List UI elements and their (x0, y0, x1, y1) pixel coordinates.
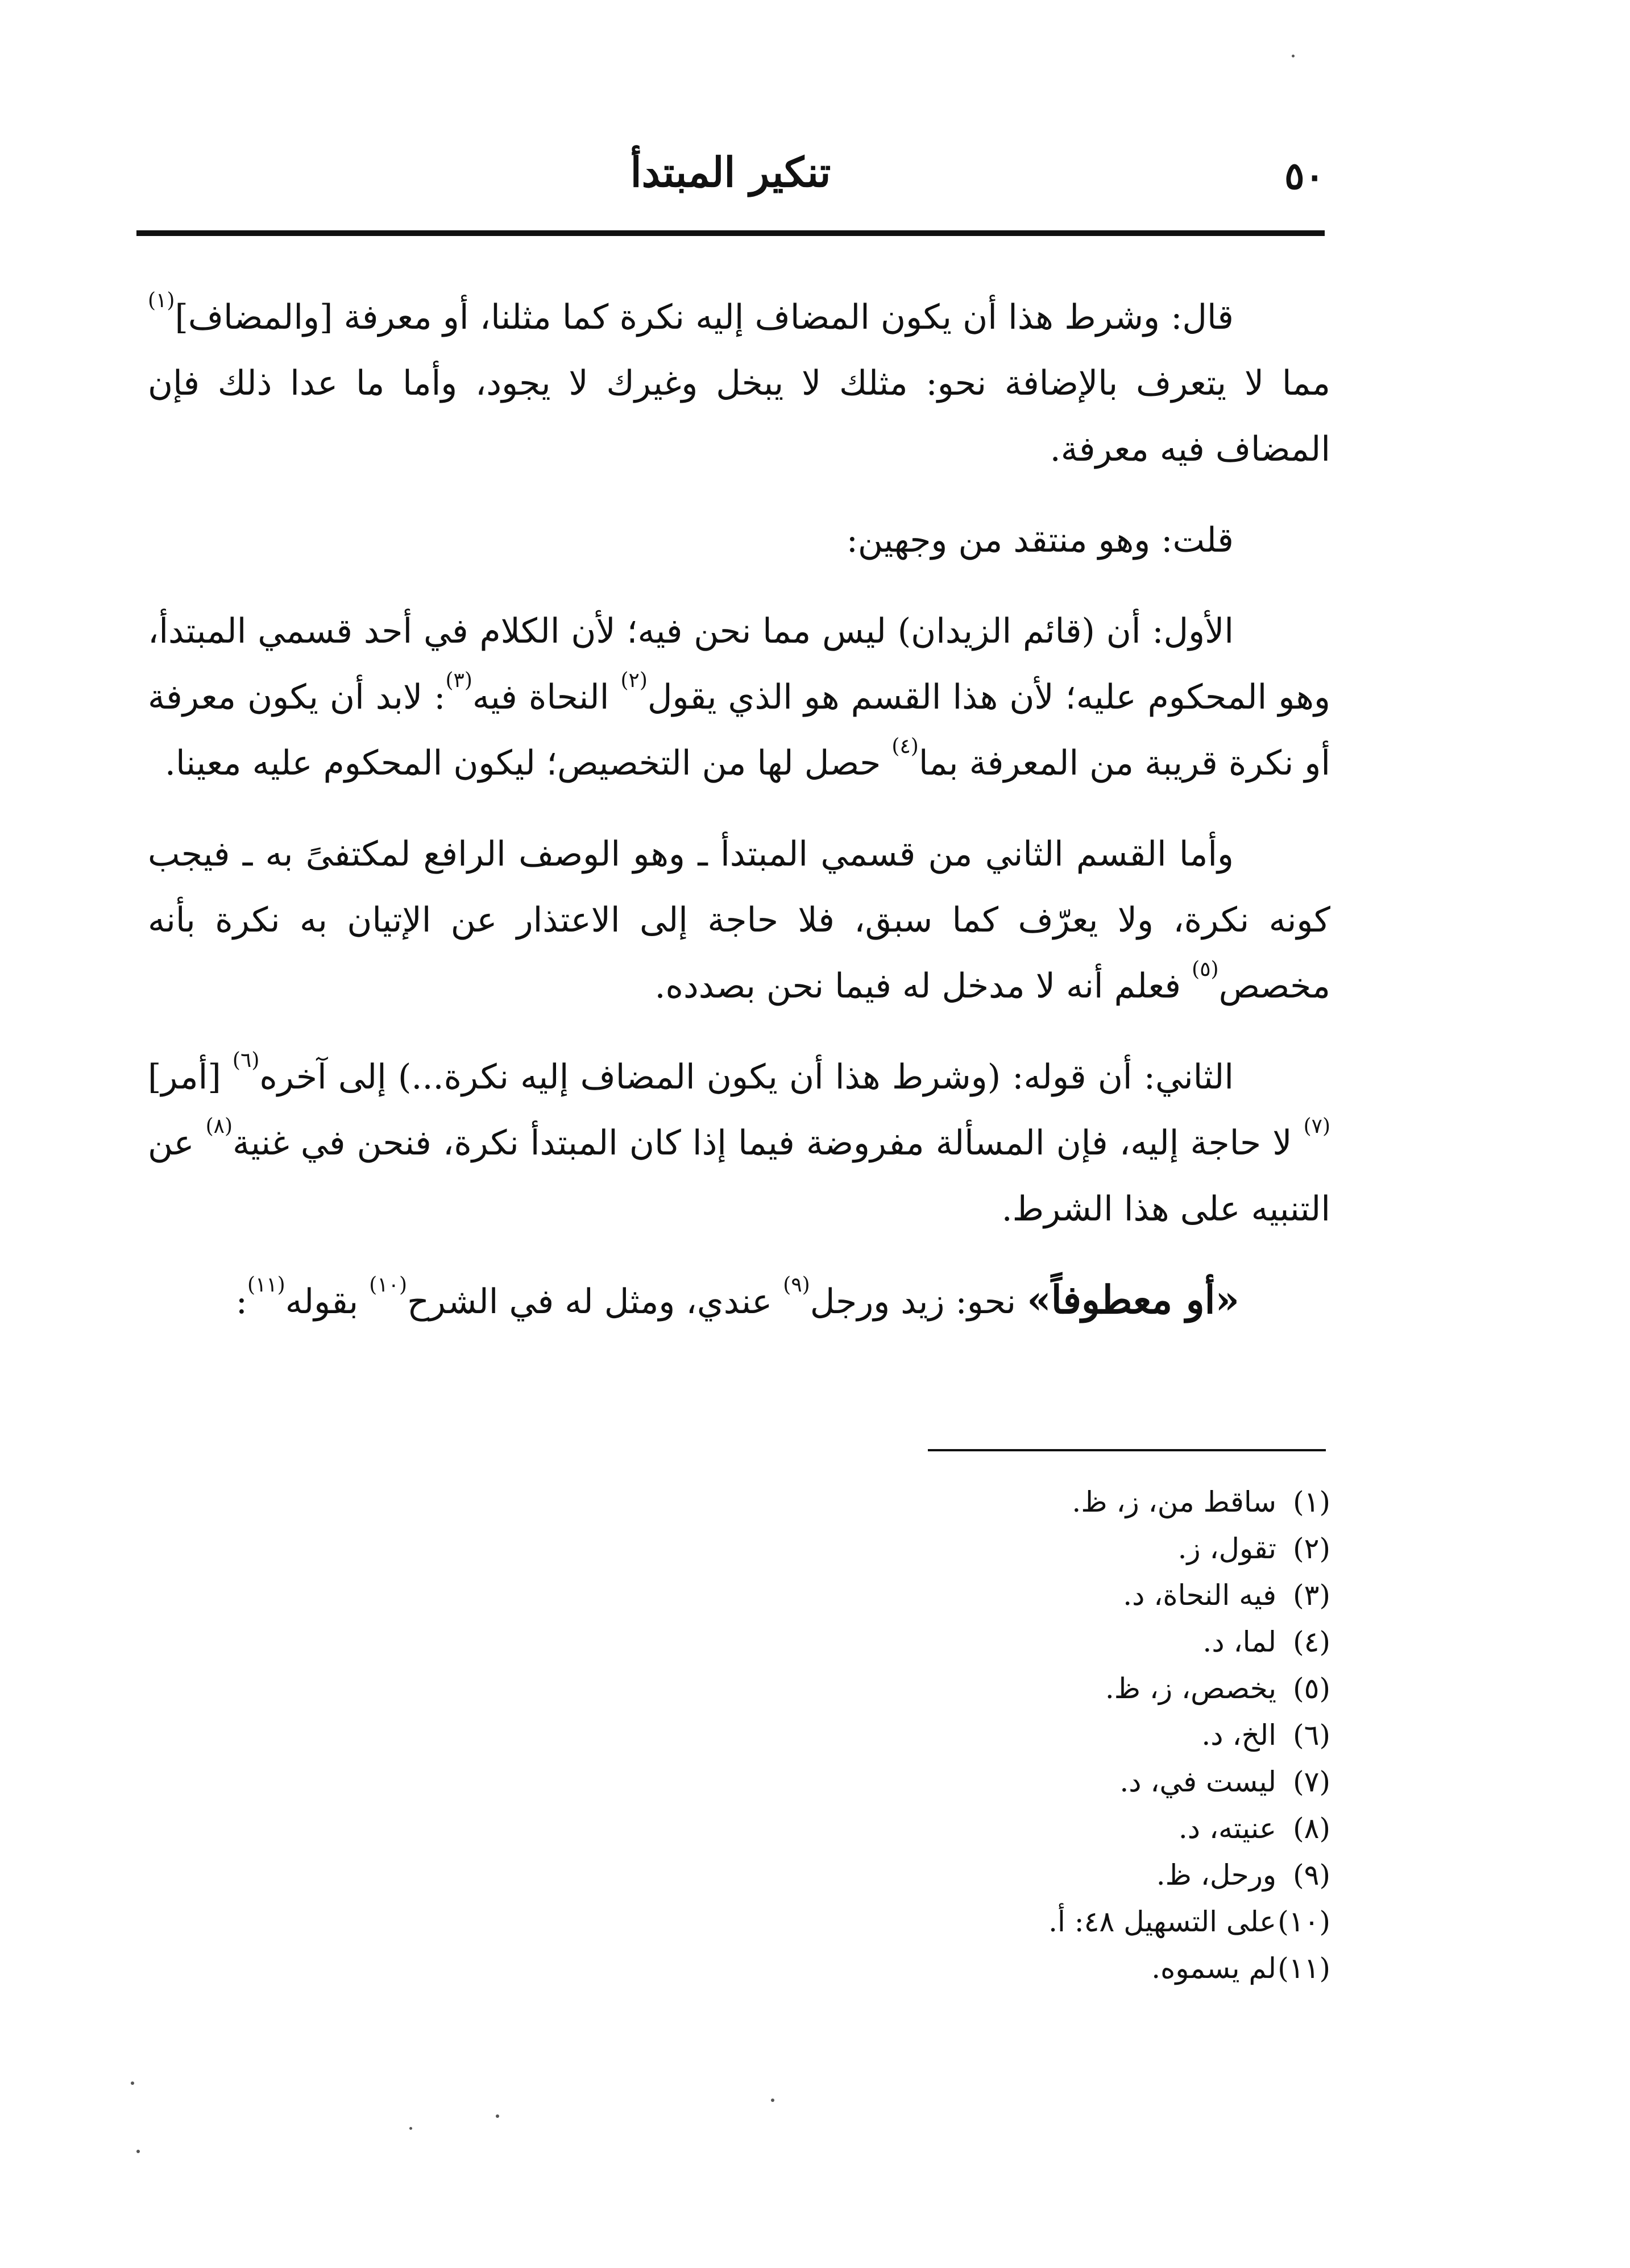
footnote-number: (١١) (1278, 1952, 1330, 1985)
footnote-marker: (٦) (232, 1049, 260, 1072)
footnote-item (796, 1665, 1330, 1712)
paragraph (148, 1267, 1330, 1335)
page-number: ٥٠ (1284, 154, 1325, 198)
scan-speck (409, 2127, 412, 2130)
footnote-marker: (٧) (1303, 1115, 1331, 1138)
paragraph (148, 1044, 1330, 1242)
footnote-text: الخ، د. (1201, 1719, 1276, 1752)
running-title: تنكير المبتدأ (630, 148, 831, 196)
footnote-marker: (١) (148, 289, 175, 312)
footnote-text: ليست في، د. (1119, 1765, 1276, 1798)
page-header (136, 136, 1325, 210)
text-run: فعلم أنه لا مدخل له فيما نحن بصدده. (654, 966, 1192, 1006)
footnote-item (796, 1852, 1330, 1898)
footnote-number: (١) (1293, 1485, 1330, 1518)
footnote-text: عنيته، د. (1178, 1812, 1276, 1845)
footnote-number: (٤) (1293, 1625, 1330, 1658)
footnote-text: يخصص، ز، ظ. (1105, 1672, 1276, 1705)
footnote-number: (٧) (1293, 1765, 1330, 1798)
footnote-marker: (١٠) (369, 1273, 408, 1297)
text-run: بقوله (285, 1282, 370, 1322)
footnote-marker: (٩) (783, 1273, 810, 1297)
footnote-marker: (٢) (620, 669, 648, 692)
paragraph (148, 507, 1330, 573)
footnote-text: لم يسموه. (1151, 1952, 1276, 1985)
footnote-marker: (٣) (445, 669, 472, 692)
footnote-number: (٥) (1293, 1672, 1330, 1705)
text-run: لا حاجة إليه، فإن المسألة مفروضة فيما إذا كان المبتدأ نكرة، فنحن في غنية (233, 1123, 1304, 1163)
footnote-item (796, 1525, 1330, 1572)
footnote-number: (٩) (1293, 1859, 1330, 1892)
footnote-item (796, 1712, 1330, 1758)
footnote-text: ورحل، ظ. (1156, 1859, 1276, 1892)
scan-speck (771, 2099, 774, 2102)
scan-speck (1292, 55, 1295, 57)
text-run: مما لا يتعرف بالإضافة نحو: مثلك لا يبخل وغيرك لا يجود، وأما ما عدا ذلك فإن المضاف فيه معرفة. (148, 363, 1330, 469)
footnote-divider (928, 1449, 1326, 1451)
footnote-item (796, 1758, 1330, 1805)
footnote-text: لما، د. (1202, 1625, 1276, 1658)
text-run: : لابد أن يكون معرفة أو نكرة قريبة من المعرفة بما (148, 677, 1330, 783)
footnote-item (796, 1945, 1330, 1992)
text-run: النحاة فيه (472, 677, 621, 717)
footnote-marker: (١١) (247, 1273, 285, 1297)
paragraph (148, 821, 1330, 1019)
text-run: عن التنبيه على هذا الشرط. (148, 1123, 1330, 1229)
footnote-number: (٢) (1293, 1532, 1330, 1565)
bold-term: «أو معطوفاً» (1027, 1277, 1239, 1323)
footnotes (796, 1479, 1330, 1992)
footnote-item (796, 1572, 1330, 1619)
footnote-number: (٦) (1293, 1719, 1330, 1752)
footnote-number: (٨) (1293, 1812, 1330, 1845)
footnote-item (796, 1898, 1330, 1945)
footnote-marker: (٤) (891, 735, 919, 758)
text-run: [أمر] (148, 1057, 233, 1097)
footnote-number: (٣) (1293, 1579, 1330, 1612)
text-run: : (235, 1282, 247, 1322)
text-run: عندي، ومثل له في الشرح (407, 1282, 783, 1322)
footnote-item (796, 1805, 1330, 1852)
footnote-text: على التسهيل ٤٨: أ. (1048, 1905, 1276, 1938)
text-run: قلت: وهو منتقد من وجهين: (846, 520, 1234, 560)
text-run: نحو: زيد ورجل (810, 1282, 1027, 1322)
text-run: وأما القسم الثاني من قسمي المبتدأ ـ وهو الوصف الرافع لمكتفىً به ـ فيجب كونه نكرة، ولا يعرّف كما سبق، فلا حاجة إلى الاعتذار عن الإتيان به نكرة بأنه مخصص (148, 834, 1330, 1006)
footnote-marker: (٥) (1192, 958, 1219, 981)
text-run: حصل لها من التخصيص؛ ليكون المحكوم عليه معينا. (164, 743, 892, 783)
footnote-text: ساقط من، ز، ظ. (1072, 1485, 1276, 1518)
main-text (148, 284, 1330, 1360)
text-run: الأول: أن (قائم الزيدان) ليس مما نحن فيه؛ لأن الكلام في أحد قسمي المبتدأ، وهو المحكوم عليه؛ لأن هذا القسم هو الذي يقول (148, 611, 1330, 717)
footnote-marker: (٨) (205, 1115, 233, 1138)
footnote-text: تقول، ز. (1177, 1532, 1276, 1565)
paragraph (148, 284, 1330, 482)
text-run: قال: وشرط هذا أن يكون المضاف إليه نكرة كما مثلنا، أو معرفة [والمضاف] (175, 297, 1234, 337)
footnote-item (796, 1479, 1330, 1525)
scan-speck (496, 2114, 499, 2118)
scan-speck (136, 2150, 140, 2153)
footnote-number: (١٠) (1278, 1905, 1330, 1938)
footnote-text: فيه النحاة، د. (1123, 1579, 1276, 1612)
paragraph (148, 598, 1330, 796)
footnote-item (796, 1619, 1330, 1665)
scan-speck (131, 2081, 134, 2085)
header-divider (136, 230, 1325, 236)
text-run: الثاني: أن قوله: (وشرط هذا أن يكون المضاف إليه نكرة...) إلى آخره (259, 1057, 1234, 1097)
